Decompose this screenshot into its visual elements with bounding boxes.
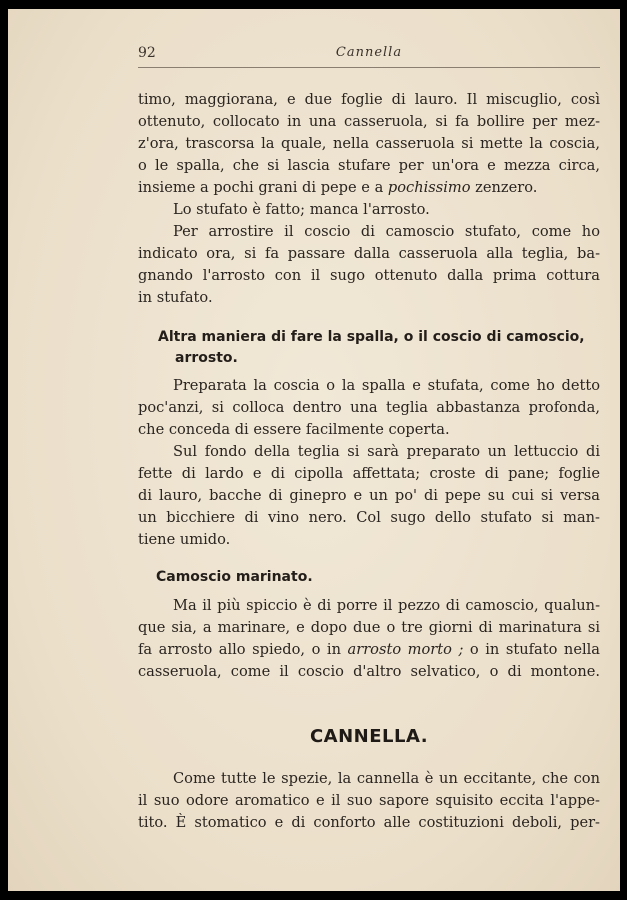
text-line bbox=[138, 641, 600, 658]
section-heading-continued: arrosto. bbox=[175, 350, 238, 366]
text-span: zenzero. bbox=[470, 179, 538, 196]
text-line: ottenuto, collocato in una casseruola, si fa bollire per mez- bbox=[138, 113, 600, 130]
text-line: Come tutte le spezie, la cannella è un eccitante, che con bbox=[173, 770, 600, 787]
text-span: fa arrosto allo spiedo, o in bbox=[138, 641, 348, 658]
text-line: o le spalla, che si lascia stufare per un'ora e mezza circa, bbox=[138, 157, 600, 174]
text-line: indicato ora, si fa passare dalla casseruola alla teglia, ba- bbox=[138, 245, 600, 262]
text-line: Sul fondo della teglia si sarà preparato un lettuccio di bbox=[173, 443, 600, 460]
text-line: Per arrostire il coscio di camoscio stufato, come ho bbox=[173, 223, 600, 240]
text-line: il suo odore aromatico e il suo sapore squisito eccita l'appe- bbox=[138, 792, 600, 809]
text-line: gnando l'arrosto con il sugo ottenuto dalla prima cottura bbox=[138, 267, 600, 284]
text-line: z'ora, trascorsa la quale, nella casseruola si mette la coscia, bbox=[138, 135, 600, 152]
text-line: in stufato. bbox=[138, 289, 213, 306]
text-span: o in stufato nella bbox=[463, 641, 600, 658]
text-line: di lauro, bacche di ginepro e un po' di pepe su cui si versa bbox=[138, 487, 600, 504]
section-heading: Altra maniera di fare la spalla, o il coscio di camoscio, bbox=[158, 329, 585, 345]
text-line: che conceda di essere facilmente coperta. bbox=[138, 421, 450, 438]
text-line: tito. È stomatico e di conforto alle costituzioni deboli, per- bbox=[138, 814, 600, 831]
chapter-title: CANNELLA. bbox=[309, 726, 429, 747]
text-line: casseruola, come il coscio d'altro selvatico, o di montone. bbox=[138, 663, 600, 680]
text-line: timo, maggiorana, e due foglie di lauro. Il miscuglio, così bbox=[138, 91, 600, 108]
text-line: poc'anzi, si colloca dentro una teglia abbastanza profonda, bbox=[138, 399, 600, 416]
text-span: insieme a pochi grani di pepe e a bbox=[138, 179, 384, 196]
section-heading: Camoscio marinato. bbox=[156, 569, 313, 585]
running-title: Cannella bbox=[335, 45, 403, 60]
text-line bbox=[138, 179, 600, 196]
text-line: Lo stufato è fatto; manca l'arrosto. bbox=[173, 201, 430, 218]
emphasis-text: pochissimo bbox=[387, 179, 471, 196]
text-line: tiene umido. bbox=[138, 531, 231, 548]
text-line: Preparata la coscia o la spalla e stufata, come ho detto bbox=[173, 377, 600, 394]
text-line: Ma il più spiccio è di porre il pezzo di camoscio, qualun- bbox=[173, 597, 600, 614]
page-header bbox=[138, 43, 600, 68]
text-line: un bicchiere di vino nero. Col sugo dello stufato si man- bbox=[138, 509, 600, 526]
text-line: fette di lardo e di cipolla affettata; croste di pane; foglie bbox=[138, 465, 600, 482]
page-number: 92 bbox=[138, 45, 156, 61]
emphasis-text: arrosto morto ; bbox=[347, 641, 464, 658]
book-page bbox=[8, 9, 620, 891]
text-line: que sia, a marinare, e dopo due o tre giorni di marinatura si bbox=[138, 619, 600, 636]
